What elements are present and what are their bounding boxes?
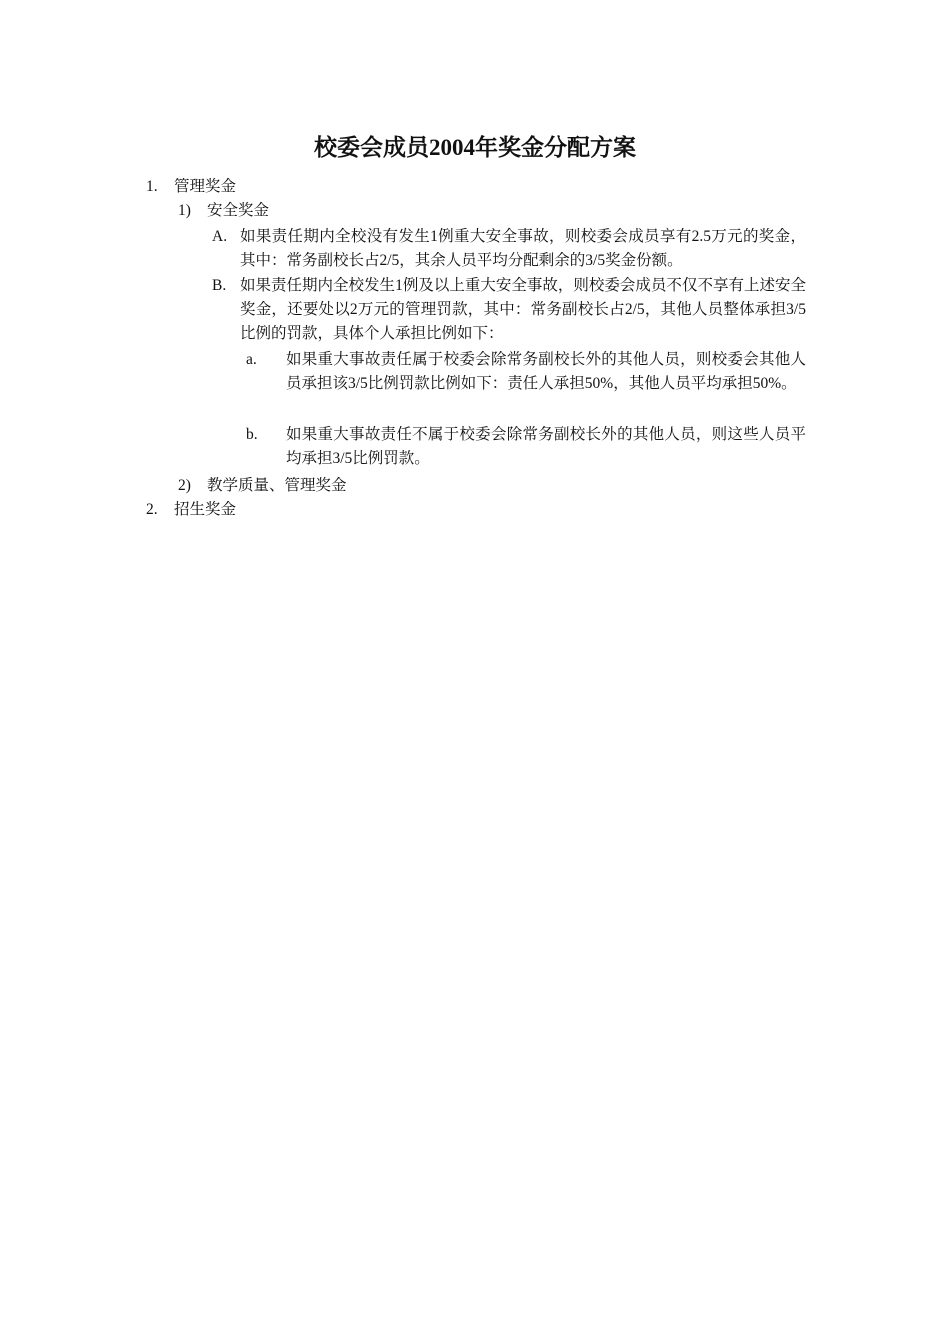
document-title: 校委会成员2004年奖金分配方案 [314,135,636,160]
list-item-text: 如果重大事故责任不属于校委会除常务副校长外的其他人员，则这些人员平均承担3/5比例罚款。 [286,426,806,467]
list-marker: a. [246,351,257,368]
list-marker: 1) [178,202,191,219]
list-marker: 2. [146,501,158,518]
list-item-text: 管理奖金 [174,178,237,195]
list-marker: 1. [146,178,158,195]
list-item-text: 如果责任期内全校没有发生1例重大安全事故，则校委会成员享有2.5万元的奖金，其中：常务副校长占2/5，其余人员平均分配剩余的3/5奖金份额。 [240,228,806,269]
list-marker: 2) [178,477,191,494]
list-marker: A. [212,228,228,245]
list-item-text: 如果责任期内全校发生1例及以上重大安全事故，则校委会成员不仅不享有上述安全奖金，还要处以2万元的管理罚款，其中：常务副校长占2/5，其他人员整体承担3/5比例的罚款，具体个人承担比例如下： [240,277,806,342]
list-marker: B. [212,277,227,294]
list-marker: b. [246,426,258,443]
list-item-text: 招生奖金 [174,501,237,518]
list-item-text: 如果重大事故责任属于校委会除常务副校长外的其他人员，则校委会其他人员承担该3/5比例罚款比例如下：责任人承担50%，其他人员平均承担50%。 [286,351,806,392]
list-item-text: 教学质量、管理奖金 [207,477,347,494]
list-item-text: 安全奖金 [207,202,270,219]
